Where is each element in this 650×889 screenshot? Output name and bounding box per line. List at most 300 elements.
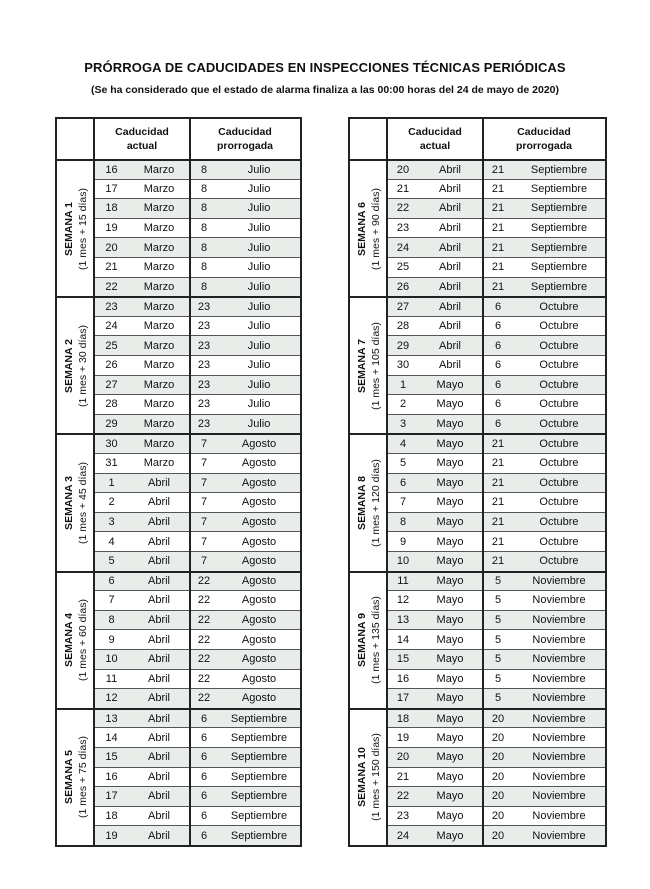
week-name: SEMANA 1 bbox=[62, 201, 75, 256]
table-row bbox=[94, 257, 300, 277]
table-row bbox=[94, 747, 300, 767]
actual-day: 22 bbox=[105, 280, 118, 293]
extended-month: Octubre bbox=[539, 300, 579, 313]
actual-day: 8 bbox=[108, 614, 115, 627]
extended-month: Octubre bbox=[539, 320, 579, 333]
extended-month: Septiembre bbox=[230, 731, 288, 744]
actual-day: 17 bbox=[105, 790, 118, 803]
extended-month: Noviembre bbox=[532, 751, 586, 764]
actual-month: Abril bbox=[147, 810, 170, 823]
extended-day: 20 bbox=[491, 770, 505, 783]
extended-day: 6 bbox=[200, 751, 208, 764]
table-row bbox=[387, 747, 605, 767]
extended-day: 20 bbox=[491, 751, 505, 764]
actual-day: 11 bbox=[105, 672, 118, 685]
extended-day: 22 bbox=[197, 633, 211, 646]
actual-day: 18 bbox=[105, 810, 118, 823]
extended-day: 8 bbox=[200, 222, 208, 235]
extended-day: 7 bbox=[200, 555, 208, 568]
week-label bbox=[62, 736, 90, 818]
actual-day: 23 bbox=[396, 222, 410, 235]
extended-month: Octubre bbox=[539, 555, 579, 568]
table-row bbox=[387, 571, 605, 591]
actual-day: 20 bbox=[105, 241, 118, 254]
table-row bbox=[94, 590, 300, 610]
actual-day: 21 bbox=[396, 182, 410, 195]
week-name: SEMANA 4 bbox=[62, 613, 75, 668]
extended-day: 6 bbox=[494, 418, 502, 431]
extended-day: 8 bbox=[200, 241, 208, 254]
week-label-cell bbox=[57, 571, 94, 708]
actual-month: Mayo bbox=[436, 712, 464, 725]
table-row bbox=[387, 473, 605, 493]
extended-day: 6 bbox=[200, 790, 208, 803]
extended-day: 22 bbox=[197, 614, 211, 627]
extended-month: Noviembre bbox=[532, 653, 586, 666]
actual-day: 15 bbox=[105, 751, 118, 764]
document-title: PRÓRROGA DE CADUCIDADES EN INSPECCIONES TÉCNICAS PERIÓDICAS bbox=[84, 60, 566, 75]
actual-day: 11 bbox=[397, 575, 409, 588]
actual-day: 26 bbox=[396, 280, 410, 293]
actual-day: 4 bbox=[399, 438, 407, 451]
actual-day: 18 bbox=[105, 202, 118, 215]
extended-month: Noviembre bbox=[532, 829, 586, 842]
extended-month: Octubre bbox=[539, 359, 579, 372]
actual-day: 30 bbox=[396, 359, 410, 372]
actual-day: 24 bbox=[396, 241, 410, 254]
extended-day: 21 bbox=[491, 261, 505, 274]
table-row bbox=[94, 433, 300, 453]
table-row bbox=[94, 610, 300, 630]
actual-month: Marzo bbox=[143, 457, 175, 470]
actual-month: Mayo bbox=[436, 555, 464, 568]
actual-day: 13 bbox=[105, 712, 118, 725]
extended-month: Noviembre bbox=[532, 575, 586, 588]
table-row bbox=[387, 296, 605, 316]
actual-day: 16 bbox=[105, 770, 118, 783]
extended-day: 6 bbox=[494, 359, 502, 372]
column-divider bbox=[189, 119, 191, 845]
actual-month: Marzo bbox=[143, 418, 175, 431]
actual-day: 20 bbox=[396, 163, 410, 176]
actual-month: Abril bbox=[438, 339, 461, 352]
table-row bbox=[387, 492, 605, 512]
document-subtitle: (Se ha considerado que el estado de alarma finaliza a las 00:00 horas del 24 de mayo de 2020) bbox=[90, 84, 560, 96]
table-row bbox=[94, 806, 300, 826]
extended-day: 22 bbox=[197, 653, 211, 666]
table-row bbox=[387, 669, 605, 689]
actual-month: Abril bbox=[147, 476, 170, 489]
week-name: SEMANA 6 bbox=[355, 201, 368, 256]
extended-month: Octubre bbox=[539, 516, 579, 529]
actual-month: Abril bbox=[147, 672, 170, 685]
table-row bbox=[94, 179, 300, 199]
extended-day: 7 bbox=[200, 496, 208, 509]
table-row bbox=[387, 649, 605, 669]
table-row bbox=[94, 394, 300, 414]
column-divider bbox=[386, 119, 388, 845]
actual-day: 28 bbox=[105, 398, 118, 411]
table-row bbox=[387, 767, 605, 787]
week-label bbox=[355, 188, 383, 270]
extended-day: 21 bbox=[491, 280, 505, 293]
table-row bbox=[94, 708, 300, 728]
extended-month: Julio bbox=[247, 300, 271, 313]
table-row bbox=[94, 198, 300, 218]
actual-month: Abril bbox=[147, 770, 170, 783]
actual-month: Marzo bbox=[143, 202, 175, 215]
actual-month: Marzo bbox=[143, 280, 175, 293]
extended-day: 7 bbox=[200, 457, 208, 470]
extended-day: 21 bbox=[491, 457, 505, 470]
extended-month: Octubre bbox=[539, 496, 579, 509]
week-label-cell bbox=[350, 708, 387, 845]
actual-day: 2 bbox=[399, 398, 407, 411]
extended-day: 22 bbox=[197, 594, 211, 607]
table-row bbox=[387, 688, 605, 708]
extended-day: 21 bbox=[491, 535, 505, 548]
extended-month: Agosto bbox=[241, 496, 277, 509]
actual-day: 17 bbox=[396, 692, 410, 705]
table-row bbox=[387, 433, 605, 453]
week-extension: (1 mes + 150 días) bbox=[369, 733, 382, 822]
actual-month: Mayo bbox=[436, 751, 464, 764]
extended-month: Octubre bbox=[539, 476, 579, 489]
extended-day: 8 bbox=[200, 261, 208, 274]
extended-day: 6 bbox=[494, 320, 502, 333]
week-extension: (1 mes + 30 días) bbox=[76, 324, 89, 407]
actual-day: 25 bbox=[105, 339, 118, 352]
extended-day: 21 bbox=[491, 241, 505, 254]
actual-day: 24 bbox=[396, 829, 410, 842]
week-name: SEMANA 8 bbox=[355, 476, 368, 530]
table-row bbox=[387, 414, 605, 434]
actual-day: 4 bbox=[108, 535, 115, 548]
actual-day: 13 bbox=[396, 614, 410, 627]
extended-month: Julio bbox=[247, 241, 271, 254]
actual-day: 8 bbox=[399, 516, 407, 529]
extended-month: Octubre bbox=[539, 339, 579, 352]
extended-month: Agosto bbox=[241, 653, 277, 666]
table-row bbox=[94, 277, 300, 297]
table-row bbox=[387, 394, 605, 414]
actual-day: 1 bbox=[108, 476, 115, 489]
actual-day: 23 bbox=[105, 300, 118, 313]
extended-day: 21 bbox=[491, 496, 505, 509]
extended-month: Julio bbox=[247, 359, 271, 372]
actual-month: Marzo bbox=[143, 163, 175, 176]
actual-day: 28 bbox=[396, 320, 410, 333]
actual-day: 30 bbox=[105, 438, 118, 451]
extended-month: Agosto bbox=[241, 457, 277, 470]
actual-day: 9 bbox=[399, 535, 407, 548]
extended-day: 23 bbox=[197, 339, 211, 352]
week-extension: (1 mes + 90 días) bbox=[369, 187, 382, 270]
extended-day: 8 bbox=[200, 280, 208, 293]
extended-day: 6 bbox=[200, 829, 208, 842]
extended-month: Noviembre bbox=[532, 614, 586, 627]
actual-day: 7 bbox=[399, 496, 407, 509]
actual-month: Abril bbox=[147, 535, 170, 548]
extended-day: 6 bbox=[494, 300, 502, 313]
actual-month: Abril bbox=[438, 202, 461, 215]
actual-month: Marzo bbox=[143, 398, 175, 411]
actual-day: 6 bbox=[399, 476, 407, 489]
actual-month: Mayo bbox=[436, 614, 464, 627]
table-row bbox=[94, 237, 300, 257]
extended-month: Julio bbox=[247, 378, 271, 391]
actual-day: 27 bbox=[396, 300, 410, 313]
actual-day: 14 bbox=[396, 633, 410, 646]
table-row bbox=[94, 492, 300, 512]
actual-day: 25 bbox=[396, 261, 410, 274]
table-row bbox=[94, 335, 300, 355]
extended-day: 5 bbox=[494, 692, 502, 705]
extended-day: 23 bbox=[197, 378, 211, 391]
actual-month: Mayo bbox=[436, 633, 464, 646]
inspection-table-2 bbox=[348, 117, 607, 847]
table-row bbox=[94, 159, 300, 179]
extended-day: 8 bbox=[200, 163, 208, 176]
extended-day: 8 bbox=[200, 182, 208, 195]
actual-month: Mayo bbox=[436, 790, 464, 803]
header-label: Caducidad actual bbox=[408, 126, 462, 152]
column-divider bbox=[482, 119, 484, 845]
extended-month: Noviembre bbox=[532, 692, 586, 705]
extended-day: 5 bbox=[494, 614, 502, 627]
week-label-cell bbox=[350, 571, 387, 708]
week-label-cell bbox=[350, 296, 387, 433]
actual-day: 16 bbox=[105, 163, 118, 176]
extended-month: Octubre bbox=[539, 535, 579, 548]
extended-month: Noviembre bbox=[532, 790, 586, 803]
extended-day: 23 bbox=[197, 320, 211, 333]
header-label: Caducidad actual bbox=[115, 126, 169, 152]
table-row bbox=[94, 512, 300, 532]
table-row bbox=[94, 355, 300, 375]
actual-day: 10 bbox=[105, 653, 118, 666]
extended-day: 22 bbox=[197, 672, 211, 685]
actual-month: Abril bbox=[147, 692, 170, 705]
actual-day: 7 bbox=[108, 594, 115, 607]
extended-month: Julio bbox=[247, 418, 271, 431]
table-row bbox=[387, 179, 605, 199]
actual-month: Abril bbox=[147, 731, 170, 744]
actual-day: 22 bbox=[396, 202, 410, 215]
extended-day: 5 bbox=[494, 575, 502, 588]
actual-day: 19 bbox=[105, 829, 118, 842]
table-row bbox=[387, 277, 605, 297]
table-row bbox=[94, 825, 300, 845]
week-label bbox=[355, 322, 383, 410]
table-row bbox=[94, 453, 300, 473]
actual-month: Mayo bbox=[436, 653, 464, 666]
extended-month: Agosto bbox=[241, 575, 277, 588]
week-extension: (1 mes + 60 días) bbox=[76, 599, 89, 682]
extended-day: 6 bbox=[200, 770, 208, 783]
actual-month: Abril bbox=[438, 261, 461, 274]
extended-month: Julio bbox=[247, 280, 271, 293]
extended-month: Julio bbox=[247, 261, 271, 274]
actual-day: 15 bbox=[396, 653, 410, 666]
actual-month: Mayo bbox=[436, 398, 464, 411]
extended-month: Julio bbox=[247, 320, 271, 333]
actual-month: Mayo bbox=[436, 810, 464, 823]
table-row bbox=[94, 296, 300, 316]
actual-month: Mayo bbox=[436, 418, 464, 431]
actual-day: 19 bbox=[396, 731, 410, 744]
extended-month: Septiembre bbox=[230, 790, 288, 803]
table-row bbox=[387, 375, 605, 395]
extended-day: 7 bbox=[200, 516, 208, 529]
actual-month: Mayo bbox=[436, 575, 464, 588]
actual-month: Marzo bbox=[143, 378, 175, 391]
actual-month: Abril bbox=[438, 280, 461, 293]
extended-day: 21 bbox=[491, 182, 505, 195]
actual-month: Mayo bbox=[436, 829, 464, 842]
actual-month: Marzo bbox=[143, 241, 175, 254]
extended-month: Julio bbox=[247, 202, 271, 215]
actual-day: 16 bbox=[396, 672, 410, 685]
actual-month: Abril bbox=[438, 359, 461, 372]
actual-month: Abril bbox=[147, 829, 170, 842]
extended-day: 6 bbox=[200, 731, 208, 744]
extended-day: 21 bbox=[491, 438, 505, 451]
extended-month: Agosto bbox=[241, 672, 277, 685]
extended-month: Septiembre bbox=[230, 810, 288, 823]
actual-day: 3 bbox=[399, 418, 407, 431]
table-row bbox=[387, 727, 605, 747]
extended-day: 5 bbox=[494, 653, 502, 666]
actual-month: Marzo bbox=[143, 359, 175, 372]
week-label bbox=[355, 596, 383, 684]
table-row bbox=[387, 198, 605, 218]
table-row bbox=[387, 786, 605, 806]
actual-month: Abril bbox=[438, 163, 461, 176]
table-row bbox=[387, 159, 605, 179]
extended-day: 22 bbox=[197, 575, 211, 588]
actual-month: Abril bbox=[438, 320, 461, 333]
table-row bbox=[94, 649, 300, 669]
extended-day: 21 bbox=[491, 222, 505, 235]
extended-month: Agosto bbox=[241, 535, 277, 548]
extended-day: 23 bbox=[197, 418, 211, 431]
extended-month: Julio bbox=[247, 398, 271, 411]
actual-month: Marzo bbox=[143, 438, 175, 451]
actual-month: Mayo bbox=[436, 692, 464, 705]
actual-day: 29 bbox=[105, 418, 118, 431]
actual-day: 2 bbox=[108, 496, 115, 509]
table-row bbox=[387, 237, 605, 257]
extended-month: Agosto bbox=[241, 516, 277, 529]
actual-month: Marzo bbox=[143, 339, 175, 352]
extended-day: 6 bbox=[494, 339, 502, 352]
actual-day: 26 bbox=[105, 359, 118, 372]
actual-day: 5 bbox=[399, 457, 407, 470]
table-row bbox=[387, 806, 605, 826]
actual-month: Abril bbox=[438, 300, 461, 313]
actual-day: 19 bbox=[105, 222, 118, 235]
extended-month: Noviembre bbox=[532, 633, 586, 646]
extended-month: Septiembre bbox=[230, 712, 288, 725]
header-empty-cell bbox=[57, 119, 94, 159]
actual-month: Abril bbox=[147, 516, 170, 529]
actual-month: Abril bbox=[147, 594, 170, 607]
table-row bbox=[387, 512, 605, 532]
extended-day: 20 bbox=[491, 712, 505, 725]
inspection-table-1 bbox=[55, 117, 302, 847]
extended-day: 21 bbox=[491, 476, 505, 489]
actual-month: Mayo bbox=[436, 731, 464, 744]
extended-day: 7 bbox=[200, 476, 208, 489]
extended-day: 20 bbox=[491, 731, 505, 744]
table-row bbox=[387, 629, 605, 649]
actual-day: 21 bbox=[105, 261, 118, 274]
extended-month: Agosto bbox=[241, 476, 277, 489]
actual-month: Abril bbox=[147, 614, 170, 627]
actual-month: Mayo bbox=[436, 594, 464, 607]
actual-day: 20 bbox=[396, 751, 410, 764]
week-extension: (1 mes + 135 días) bbox=[369, 596, 382, 685]
week-label-cell bbox=[350, 433, 387, 570]
actual-day: 10 bbox=[396, 555, 410, 568]
header-label: Caducidad prorrogada bbox=[515, 126, 572, 152]
extended-day: 6 bbox=[200, 712, 208, 725]
actual-month: Abril bbox=[147, 555, 170, 568]
actual-month: Mayo bbox=[436, 535, 464, 548]
extended-month: Septiembre bbox=[530, 163, 588, 176]
extended-month: Noviembre bbox=[532, 672, 586, 685]
extended-day: 21 bbox=[491, 163, 505, 176]
extended-month: Noviembre bbox=[532, 770, 586, 783]
extended-month: Noviembre bbox=[532, 810, 586, 823]
table-row bbox=[94, 786, 300, 806]
extended-month: Agosto bbox=[241, 614, 277, 627]
extended-day: 8 bbox=[200, 202, 208, 215]
table-row bbox=[387, 708, 605, 728]
extended-month: Septiembre bbox=[530, 280, 588, 293]
actual-month: Abril bbox=[147, 633, 170, 646]
table-row bbox=[387, 825, 605, 845]
table-row bbox=[387, 610, 605, 630]
table-row bbox=[387, 531, 605, 551]
actual-day: 21 bbox=[396, 770, 410, 783]
table-row bbox=[94, 669, 300, 689]
actual-month: Abril bbox=[147, 496, 170, 509]
column-divider bbox=[93, 119, 95, 845]
actual-month: Mayo bbox=[436, 457, 464, 470]
week-extension: (1 mes + 15 días) bbox=[76, 187, 89, 270]
extended-month: Octubre bbox=[539, 398, 579, 411]
extended-month: Noviembre bbox=[532, 731, 586, 744]
table-row bbox=[94, 571, 300, 591]
extended-day: 7 bbox=[200, 535, 208, 548]
actual-day: 22 bbox=[396, 790, 410, 803]
extended-month: Agosto bbox=[241, 633, 277, 646]
extended-month: Octubre bbox=[539, 457, 579, 470]
week-label-cell bbox=[57, 296, 94, 433]
extended-month: Octubre bbox=[539, 438, 579, 451]
extended-day: 7 bbox=[200, 438, 208, 451]
week-label-cell bbox=[57, 708, 94, 845]
extended-day: 23 bbox=[197, 398, 211, 411]
week-label bbox=[62, 462, 90, 544]
extended-month: Septiembre bbox=[230, 829, 288, 842]
extended-month: Julio bbox=[247, 182, 271, 195]
table-row bbox=[94, 727, 300, 747]
actual-month: Abril bbox=[147, 575, 170, 588]
actual-month: Abril bbox=[438, 182, 461, 195]
